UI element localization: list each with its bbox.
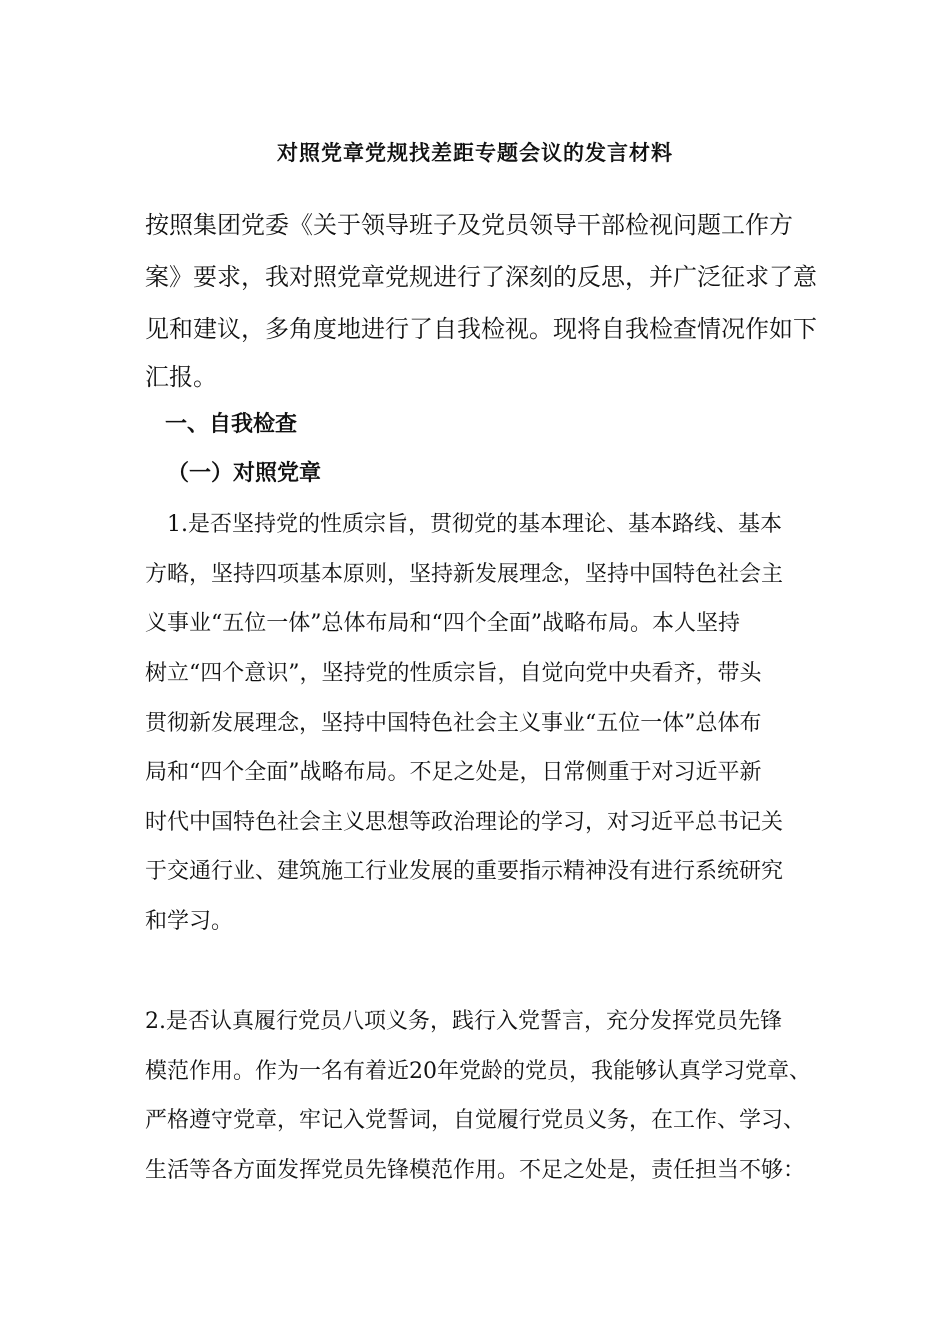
intro-line: 汇报。 [145,363,217,391]
intro-line: 按照集团党委《关于领导班子及党员领导干部检视问题工作方 [145,211,793,239]
item1-line: 树立“四个意识”，坚持党的性质宗旨，自觉向党中央看齐，带头 [145,661,762,686]
item1-line: 方略，坚持四项基本原则，坚持新发展理念，坚持中国特色社会主 [145,562,784,587]
item1-line: 贯彻新发展理念，坚持中国特色社会主义事业“五位一体”总体布 [145,711,762,736]
item1-line: 时代中国特色社会主义思想等政治理论的学习，对习近平总书记关 [145,810,784,835]
item1-line: 和学习。 [145,909,234,934]
intro-line: 见和建议，多角度地进行了自我检视。现将自我检查情况作如下 [145,315,817,343]
item1-line: 1.是否坚持党的性质宗旨，贯彻党的基本理论、基本路线、基本 [167,512,782,537]
intro-line: 案》要求，我对照党章党规进行了深刻的反思，并广泛征求了意 [145,263,817,291]
item1-line: 于交通行业、建筑施工行业发展的重要指示精神没有进行系统研究 [145,859,784,884]
item1-line: 义事业“五位一体”总体布局和“四个全面”战略布局。本人坚持 [145,611,740,636]
section-heading: 一、自我检查 [165,412,298,437]
subsection-heading: （一）对照党章 [167,461,322,486]
document-title: 对照党章党规找差距专题会议的发言材料 [277,141,673,165]
item2-line: 生活等各方面发挥党员先锋模范作用。不足之处是，责任担当不够： [145,1158,806,1183]
item2-line: 严格遵守党章，牢记入党誓词，自觉履行党员义务，在工作、学习、 [145,1108,806,1133]
item2-line: 模范作用。作为一名有着近20年党龄的党员，我能够认真学习党章、 [145,1059,811,1084]
item1-line: 局和“四个全面”战略布局。不足之处是，日常侧重于对习近平新 [145,760,762,785]
item2-line: 2.是否认真履行党员八项义务，践行入党誓言，充分发挥党员先锋 [145,1009,782,1034]
